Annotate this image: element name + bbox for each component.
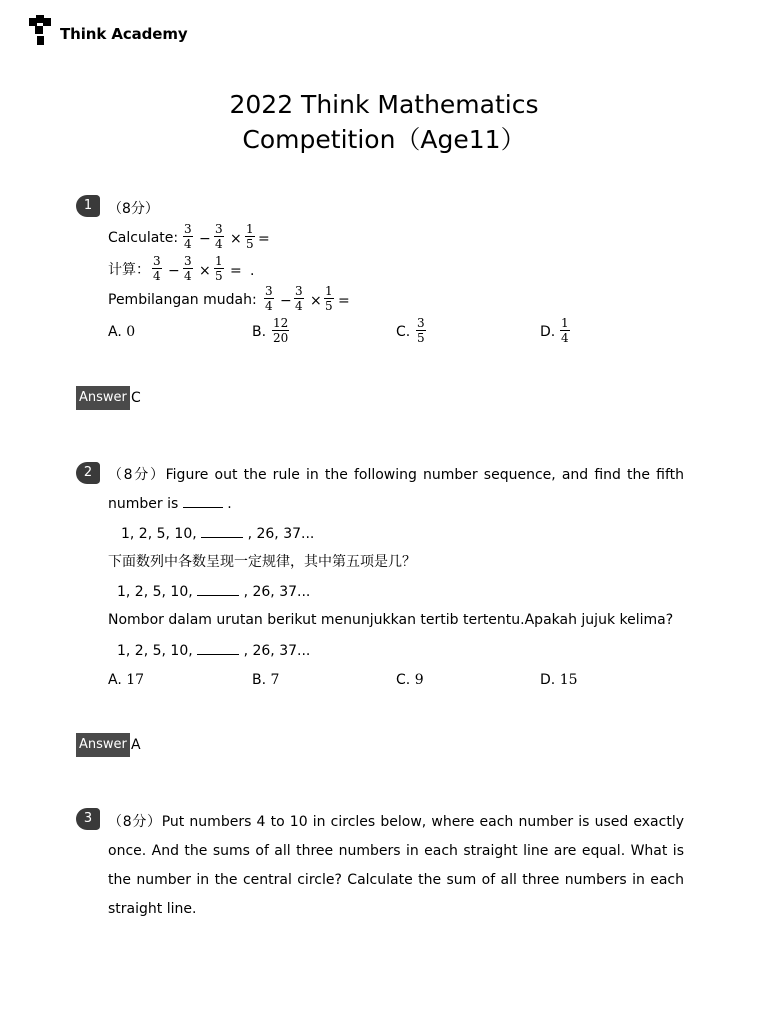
fraction: $\frac{1}{5}$ [215, 254, 223, 283]
q2-text-ms: Nombor dalam urutan berikut menunjukkan tertib tertentu.Apakah jujuk kelima? [108, 612, 674, 628]
fraction: $\frac{3}{4}$ [184, 254, 192, 283]
logo-icon [29, 14, 57, 48]
option-b-label: B. [252, 324, 267, 340]
equals-sign: = [258, 231, 270, 247]
q2-sequence: 1, 2, 5, 10, , 26, 37... [121, 523, 314, 544]
answer-blank [183, 493, 223, 508]
fraction: $\frac{3}{4}$ [215, 222, 223, 251]
question-number-badge: 2 [76, 462, 100, 484]
option-d: D. 15 [540, 672, 578, 688]
page-title-line2: Competition（Age11） [242, 125, 526, 154]
q2-sequence: 1, 2, 5, 10, , 26, 37... [117, 640, 310, 661]
answer-blank [197, 640, 239, 655]
minus-sign: − [168, 263, 180, 279]
fraction: $\frac{3}{4}$ [153, 254, 161, 283]
fraction: $\frac{1}{5}$ [246, 222, 254, 251]
q2-text-zh: 下面数列中各数呈现一定规律，其中第五项是几？ [108, 554, 416, 570]
option-c-fraction: $\frac{3}{5}$ [417, 316, 425, 345]
question-number-badge: 1 [76, 195, 100, 217]
q1-calc-label-en: Calculate: [108, 230, 179, 246]
option-c-label: C. [396, 324, 411, 340]
q1-points: （8分） [108, 201, 159, 217]
q2-text-en: （8分）Figure out the rule in the following number sequence, and find the fifth number is . [108, 467, 684, 512]
minus-sign: − [280, 293, 292, 309]
times-sign: × [199, 263, 211, 279]
answer-tag: Answer [76, 386, 130, 410]
option-value: 0 [126, 324, 136, 340]
question-number-badge: 3 [76, 808, 100, 830]
q1-calc-label-ms: Pembilangan mudah: [108, 292, 257, 308]
option-b: B. 7 [252, 672, 280, 688]
option-c: C. 9 [396, 672, 424, 688]
fraction: $\frac{3}{4}$ [295, 284, 303, 313]
option-a [108, 322, 135, 342]
answer-blank [197, 581, 239, 596]
fraction: $\frac{3}{4}$ [265, 284, 273, 313]
period: . [250, 263, 255, 279]
equals-sign: = [338, 293, 350, 309]
option-d-label: D. [540, 324, 556, 340]
answer-value: A [131, 737, 141, 753]
answer-value: C [131, 390, 141, 406]
equals-sign: = [230, 263, 242, 279]
option-a: A. 17 [108, 672, 145, 688]
q1-calc-label-zh: 计算： [108, 262, 150, 278]
q3-text: （8分）Put numbers 4 to 10 in circles below, where each number is used exactly once. And the sums of all three numbers in each straight line are equal. What is the number in the central circle? Calculate the sum of all three numbers in each straight line. [108, 814, 684, 917]
answer-tag: Answer [76, 733, 130, 757]
times-sign: × [230, 231, 242, 247]
logo-text: Think Academy [60, 25, 188, 43]
minus-sign: − [199, 231, 211, 247]
answer-blank [201, 523, 243, 538]
fraction: $\frac{3}{4}$ [184, 222, 192, 251]
think-academy-logo [29, 14, 188, 48]
option-label: A. [108, 324, 122, 340]
times-sign: × [310, 293, 322, 309]
option-d-fraction: $\frac{1}{4}$ [561, 316, 569, 345]
fraction: $\frac{1}{5}$ [325, 284, 333, 313]
option-b-fraction: $\frac{12}{20}$ [273, 316, 289, 345]
page-title-line1: 2022 Think Mathematics [229, 90, 539, 119]
q2-sequence: 1, 2, 5, 10, , 26, 37... [117, 581, 310, 602]
